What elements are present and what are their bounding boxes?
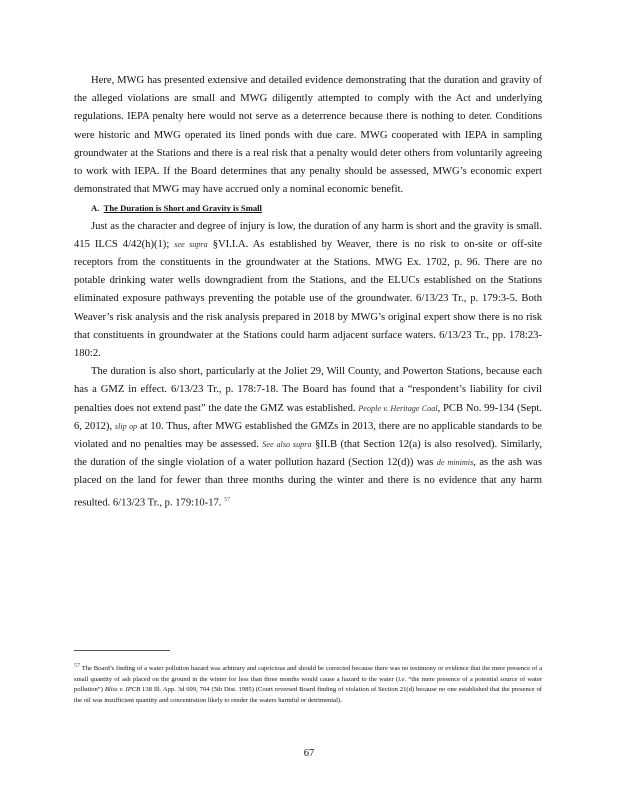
section-heading	[74, 199, 542, 217]
citation-signal: slip op	[114, 421, 138, 431]
case-citation: People v. Heritage Coal	[358, 403, 438, 413]
citation-signal: See also supra	[262, 440, 312, 450]
paragraph-text: , PCB No. 99-134 (Sept. 6, 2012),	[74, 402, 542, 432]
section-heading-label: A.	[91, 203, 100, 214]
citation-signal: see supra	[174, 239, 208, 249]
paragraph-text: The duration is also short, particularly at the Joliet 29, Will County, and Powerton Stations, because each has a GMZ in effect. 6/13/23 Tr., p. 178:7-18. The Board has found that a “respondent’s liability for civil penalties does not extend past” the date the GMZ was established.	[74, 366, 542, 414]
body-text	[74, 72, 542, 512]
footnote-marker: 57	[74, 663, 80, 669]
paragraph-text: Just as the character and degree of injury is low, the duration of any harm is short and the gravity is small. 415 ILCS 4/42(h)(1);	[74, 220, 542, 250]
page-number: 67	[303, 748, 315, 759]
latin-term: de minimis	[436, 458, 474, 468]
section-heading-title: The Duration is Short and Gravity is Small	[103, 203, 262, 214]
paragraph-intro	[74, 72, 542, 199]
paragraph-duration-short	[74, 363, 542, 512]
footnote-text: “the mere presence of a potential source of water pollution”)	[74, 675, 542, 694]
footnote-abbreviation: i.e.	[398, 675, 407, 683]
footnote-text: 138 Ill. App. 3d 699, 704 (5th Dist. 1985) (Court reversed Board finding of violation of Section 21(d) because no one established that the presence of the oil was insufficient quantity and concentration likely to render the waters harmful or detrimental).	[74, 686, 542, 704]
paragraph-text: §II.B (that Section 12(a) is also resolved). Similarly, the duration of the single violation of a water pollution hazard (Section 12(d)) was	[74, 439, 542, 469]
footnote	[74, 661, 542, 707]
footnote-text: The Board’s finding of a water pollution hazard was arbitrary and capricious and should be corrected because there was no testimony or evidence that the mere presence of a small quantity of ash placed on the ground in the winter for less than three months would cause a hazard to the water (	[74, 665, 543, 683]
paragraph-text: , as the ash was placed on the land for fewer than three months during the winter and there is no evidence that any harm resulted. 6/13/23 Tr., p. 179:10-17.	[74, 457, 542, 509]
paragraph-text: §VI.I.A. As established by Weaver, there is no risk to on-site or off-site receptors from the constituents in the groundwater at the Stations. MWG Ex. 1702, p. 96. There are no potable drinking water wells downgradient from the Stations, and the ELUCs established on the Stations eliminated exposure pathways preventing the potable use of the groundwater. 6/13/23 Tr., p. 179:3-5. Both Weaver’s risk analysis and the risk analysis prepared in 2018 by MWG’s original expert show there is no risk that constituents in groundwater at the Stations could harm adjacent surface waters. 6/13/23 Tr., pp. 178:23-180:2.	[74, 238, 542, 360]
footnote-case-citation: Bliss v. IPCB	[104, 686, 141, 694]
footnote-reference[interactable]: 57	[224, 496, 231, 503]
paragraph-duration-gravity	[74, 218, 542, 364]
paragraph-intro-text: Here, MWG has presented extensive and detailed evidence demonstrating that the duration and gravity of the alleged violations are small and MWG diligently attempted to comply with the Act and underlying regulations. IEPA penalty here would not serve as a deterrence because there is nothing to deter. Conditions were historic and MWG operated its lined ponds with due care. MWG cooperated with IEPA in sampling groundwater at the Stations and there is a real risk that a penalty would deter others from voluntarily agreeing to work with IEPA. If the Board determines that any penalty should be assessed, MWG’s economic expert demonstrated that MWG may have accrued only a nominal economic benefit.	[74, 75, 542, 196]
paragraph-text: at 10. Thus, after MWG established the GMZs in 2013, there are no applicable standards to be violated and no penalties may be assessed.	[74, 420, 542, 451]
footnote-divider	[74, 650, 170, 651]
